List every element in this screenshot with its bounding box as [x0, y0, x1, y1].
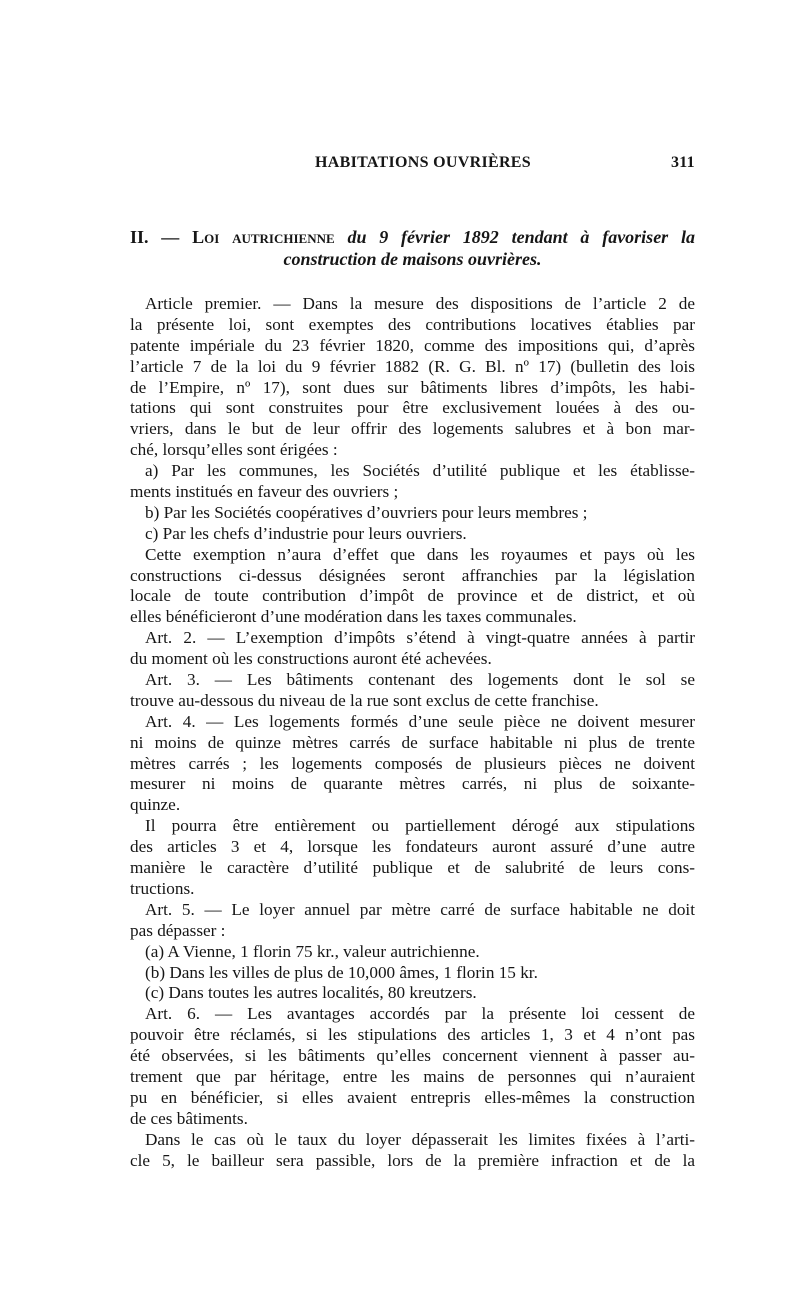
- page-number: 311: [670, 154, 695, 171]
- body-line: constructions ci-dessus désignées seront affranchies par la législation: [130, 565, 695, 585]
- body-line: Article premier. — Dans la mesure des dispositions de l’article 2 de: [145, 294, 695, 313]
- body-line: trouve au-dessous du niveau de la rue sont exclus de cette franchise.: [130, 690, 599, 710]
- section-heading-line-1: [130, 226, 695, 248]
- body-line: la présente loi, sont exemptes des contributions locatives établies par: [130, 314, 695, 334]
- section-heading: [130, 226, 695, 270]
- body-line: trement que par héritage, entre les mains de personnes qui n’auraient: [130, 1066, 695, 1086]
- body-line: Dans le cas où le taux du loyer dépasserait les limites fixées à l’arti-: [145, 1129, 695, 1149]
- running-head-title: HABITATIONS OUVRIÈRES: [315, 154, 531, 171]
- body-line: cle 5, le bailleur sera passible, lors de la première infraction et de la: [130, 1150, 695, 1170]
- body-line: pouvoir être réclamés, si les stipulations des articles 1, 3 et 4 n’ont pas: [130, 1025, 695, 1045]
- body-line: Art. 5. — Le loyer annuel par mètre carré de surface habitable ne doit: [145, 899, 695, 919]
- body-line: Art. 3. — Les bâtiments contenant des logements dont le sol se: [145, 670, 695, 690]
- body-line: a) Par les communes, les Sociétés d’utilité publique et les établisse-: [145, 461, 695, 481]
- body-line: ni moins de quinze mètres carrés de surface habitable ni plus de trente: [130, 732, 695, 752]
- body-line: pas dépasser :: [130, 920, 226, 940]
- body-line: de l’Empire, nº 17), sont dues sur bâtiments libres d’impôts, les habi-: [130, 377, 695, 397]
- body-line: l’article 7 de la loi du 9 février 1882 (R. G. Bl. nº 17) (bulletin des lois: [130, 356, 695, 376]
- body-line: c) Par les chefs d’industrie pour leurs ouvriers.: [145, 523, 467, 543]
- body-line: de ces bâtiments.: [130, 1108, 248, 1128]
- body-line: été observées, si les bâtiments qu’elles concernent viennent à passer au-: [130, 1046, 695, 1066]
- body-line: pu en bénéficier, si elles avaient entrepris elles-mêmes la construction: [130, 1087, 695, 1107]
- body-line: mesurer ni moins de quarante mètres carrés, ni plus de soixante-: [130, 774, 695, 794]
- body-line: b) Par les Sociétés coopératives d’ouvriers pour leurs membres ;: [145, 502, 588, 522]
- body-line: ché, lorsqu’elles sont érigées :: [130, 440, 338, 460]
- body-line: Art. 4. — Les logements formés d’une seule pièce ne doivent mesurer: [145, 711, 695, 731]
- body-line: Il pourra être entièrement ou partiellement dérogé aux stipulations: [145, 816, 695, 836]
- body-line: quinze.: [130, 795, 181, 815]
- body-line: locale de toute contribution d’impôt de province et de district, et où: [130, 586, 695, 606]
- section-heading-title-part-2: construction de maisons ouvrières.: [283, 249, 542, 269]
- body-line: mètres carrés ; les logements composés de plusieurs pièces ne doivent: [130, 753, 695, 773]
- body-line: des articles 3 et 4, lorsque les fondateurs auront assuré d’une autre: [130, 837, 695, 857]
- body-line: Art. 2. — L’exemption d’impôts s’étend à vingt-quatre années à partir: [145, 628, 695, 648]
- body-line: du moment où les constructions auront été achevées.: [130, 649, 492, 669]
- body-text: [130, 294, 695, 1171]
- section-heading-prefix: II. — Loi autrichienne: [130, 227, 335, 247]
- body-line: (b) Dans les villes de plus de 10,000 âmes, 1 florin 15 kr.: [145, 962, 538, 982]
- section-heading-title-part-1: du 9 février 1892 tendant à favoriser la: [347, 227, 695, 247]
- body-line: (c) Dans toutes les autres localités, 80 kreutzers.: [145, 983, 477, 1003]
- body-line: Art. 6. — Les avantages accordés par la présente loi cessent de: [145, 1004, 695, 1024]
- body-line: tations qui sont construites pour être exclusivement louées à des ou-: [130, 398, 695, 418]
- body-line: patente impériale du 23 février 1820, comme des impositions qui, d’après: [130, 335, 695, 355]
- body-line: Cette exemption n’aura d’effet que dans les royaumes et pays où les: [145, 544, 695, 564]
- body-line: tructions.: [130, 878, 195, 898]
- body-line: ments institués en faveur des ouvriers ;: [130, 482, 399, 502]
- body-line: elles bénéficieront d’une modération dans les taxes communales.: [130, 607, 577, 627]
- body-line: vriers, dans le but de leur offrir des logements salubres et à bon mar-: [130, 419, 695, 439]
- body-line: (a) A Vienne, 1 florin 75 kr., valeur autrichienne.: [145, 941, 480, 961]
- body-line: manière le caractère d’utilité publique et de salubrité de leurs cons-: [130, 858, 695, 878]
- running-head: [130, 154, 695, 178]
